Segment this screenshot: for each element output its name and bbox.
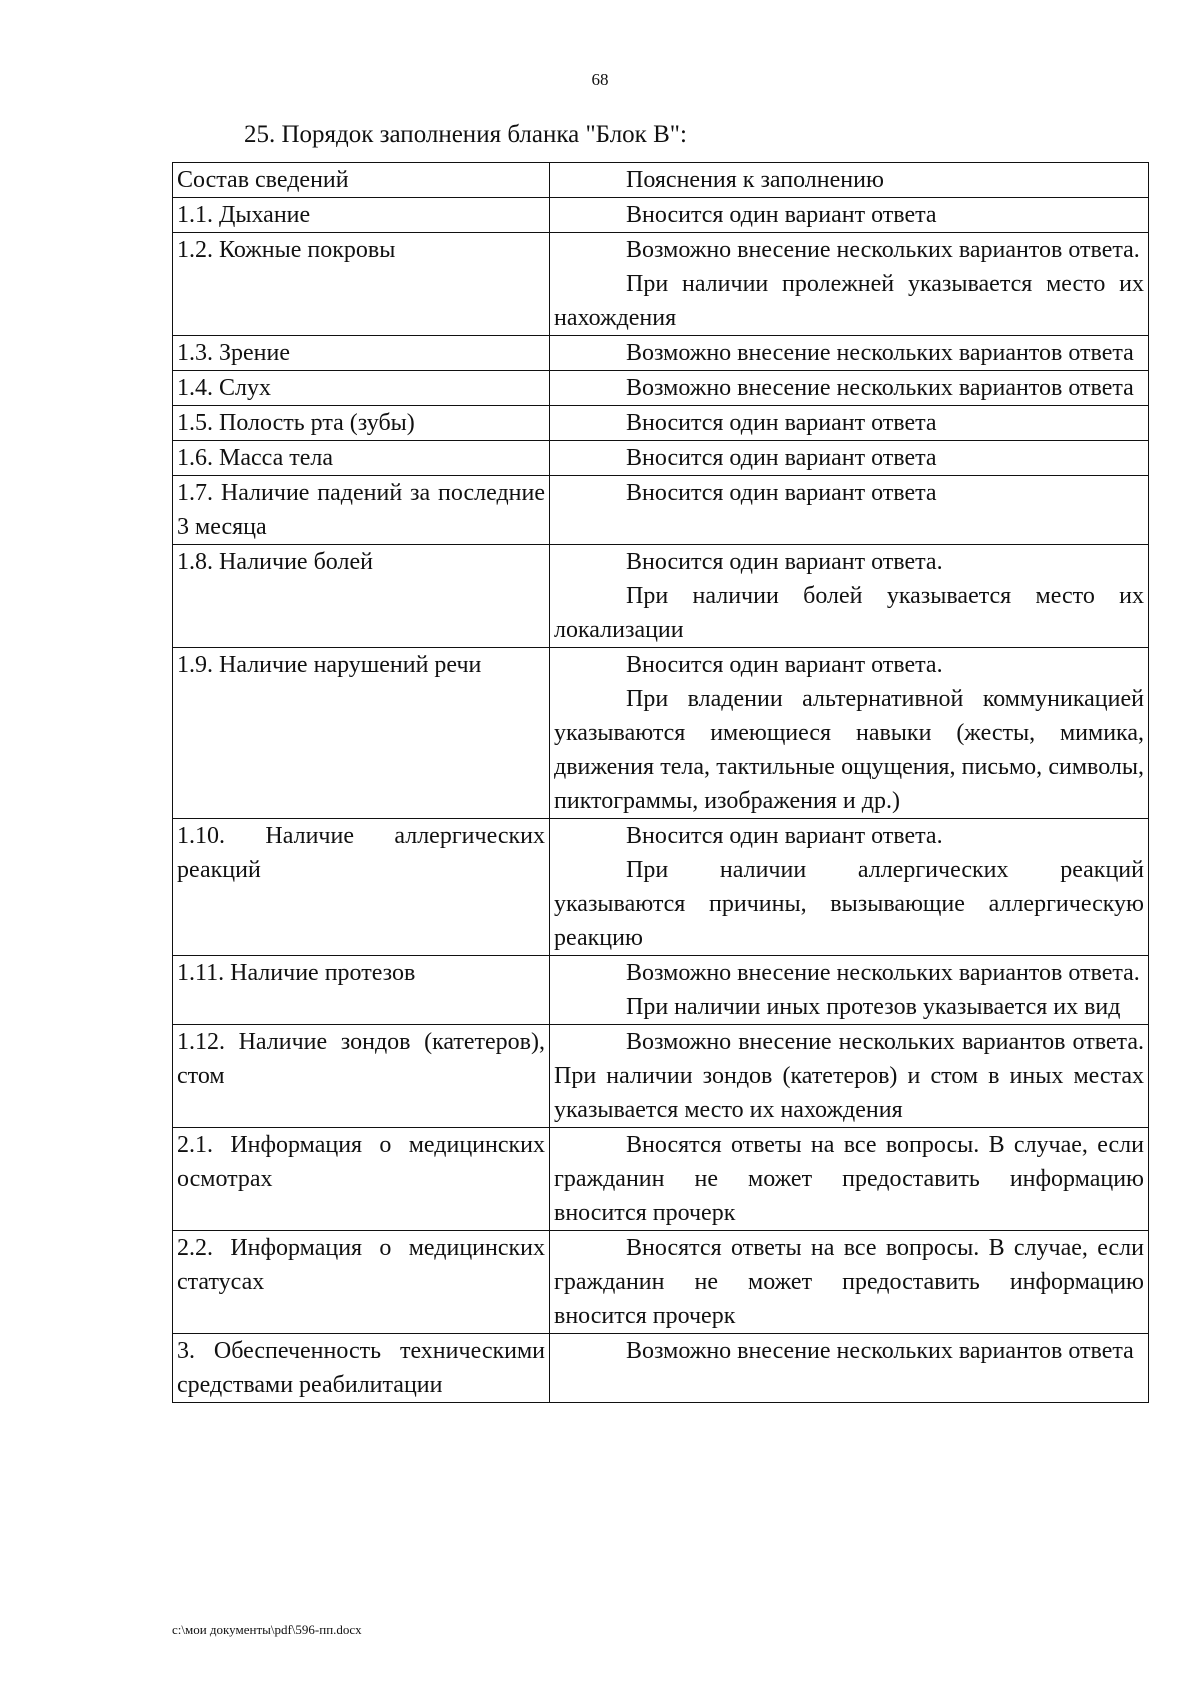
note-paragraph: Вносятся ответы на все вопросы. В случае, если гражданин не может предоставить информацию вносится прочерк: [554, 1235, 1144, 1329]
note-paragraph: Возможно внесение нескольких вариантов ответа.: [626, 960, 1140, 986]
file-path-footer: c:\мои документы\pdf\596-пп.docx: [172, 1622, 362, 1637]
item-label: 1.4. Слух: [177, 375, 271, 401]
notes-cell: [550, 648, 1149, 819]
section-heading: 25. Порядок заполнения бланка "Блок В":: [244, 121, 687, 148]
table-row: [173, 371, 1149, 406]
note-paragraph: Вносятся ответы на все вопросы. В случае, если гражданин не может предоставить информацию вносится прочерк: [554, 1132, 1144, 1226]
table-row: [173, 819, 1149, 956]
item-label: 1.3. Зрение: [177, 340, 291, 366]
notes-cell: [550, 545, 1149, 648]
note-paragraph: Вносится один вариант ответа: [626, 480, 937, 506]
note-paragraph: При наличии пролежней указывается место их нахождения: [554, 271, 1144, 331]
table-row: [173, 406, 1149, 441]
note-paragraph: При владении альтернативной коммуникацией указываются имеющиеся навыки (жесты, мимика, движения тела, тактильные ощущения, письмо, символы, пиктограммы, изображения и др.): [554, 686, 1144, 814]
item-cell: [173, 545, 550, 648]
table-row: [173, 1128, 1149, 1231]
notes-cell: [550, 371, 1149, 406]
item-label: 2.1. Информация о медицинских осмотрах: [177, 1132, 545, 1192]
note-paragraph: При наличии болей указывается место их локализации: [554, 583, 1144, 643]
note-paragraph: Вносится один вариант ответа: [626, 445, 937, 471]
note-paragraph: Возможно внесение нескольких вариантов ответа. При наличии зондов (катетеров) и стом в иных местах указывается место их нахождения: [554, 1029, 1144, 1123]
item-label: 1.1. Дыхание: [177, 202, 311, 228]
note-paragraph: Возможно внесение нескольких вариантов ответа: [626, 340, 1134, 366]
header-label: Состав сведений: [177, 167, 349, 193]
item-cell: [173, 648, 550, 819]
note-paragraph: Вносится один вариант ответа: [626, 410, 937, 436]
notes-cell: [550, 1231, 1149, 1334]
notes-cell: [550, 1128, 1149, 1231]
table-row: [173, 648, 1149, 819]
item-label: 3. Обеспеченность техническими средствами реабилитации: [177, 1338, 545, 1398]
table-row: [173, 441, 1149, 476]
item-cell: [173, 233, 550, 336]
item-cell: [173, 441, 550, 476]
note-paragraph: Вносится один вариант ответа.: [626, 549, 943, 575]
item-cell: [173, 1128, 550, 1231]
table-row: [173, 1025, 1149, 1128]
note-paragraph: Вносится один вариант ответа: [626, 202, 937, 228]
note-paragraph: Вносится один вариант ответа.: [626, 823, 943, 849]
note-paragraph: При наличии аллергических реакций указываются причины, вызывающие аллергическую реакцию: [554, 857, 1144, 951]
item-label: 1.10. Наличие аллергических реакций: [177, 823, 545, 883]
item-cell: [173, 406, 550, 441]
header-label: Пояснения к заполнению: [626, 167, 884, 193]
notes-cell: [550, 198, 1149, 233]
table-header-row: [173, 163, 1149, 198]
table-row: [173, 956, 1149, 1025]
item-cell: [173, 198, 550, 233]
notes-cell: [550, 233, 1149, 336]
table-row: [173, 198, 1149, 233]
item-label: 1.7. Наличие падений за последние 3 месяца: [177, 480, 545, 540]
note-paragraph: Вносится один вариант ответа.: [626, 652, 943, 678]
page-number: 68: [591, 70, 609, 89]
fill-instructions-table: [172, 162, 1149, 1403]
notes-cell: [550, 441, 1149, 476]
item-cell: [173, 1334, 550, 1403]
notes-cell: [550, 1334, 1149, 1403]
item-label: 1.11. Наличие протезов: [177, 960, 416, 986]
item-cell: [173, 819, 550, 956]
notes-cell: [550, 1025, 1149, 1128]
table-row: [173, 1231, 1149, 1334]
header-cell-composition: [173, 163, 550, 198]
item-label: 1.2. Кожные покровы: [177, 237, 396, 263]
table-row: [173, 1334, 1149, 1403]
notes-cell: [550, 819, 1149, 956]
item-label: 1.9. Наличие нарушений речи: [177, 652, 482, 678]
notes-cell: [550, 336, 1149, 371]
item-cell: [173, 476, 550, 545]
item-cell: [173, 956, 550, 1025]
header-cell-notes: [550, 163, 1149, 198]
table-row: [173, 336, 1149, 371]
item-label: 1.12. Наличие зондов (катетеров), стом: [177, 1029, 545, 1089]
note-paragraph: Возможно внесение нескольких вариантов ответа: [626, 1338, 1134, 1364]
item-label: 1.8. Наличие болей: [177, 549, 373, 575]
notes-cell: [550, 476, 1149, 545]
note-paragraph: При наличии иных протезов указывается их вид: [626, 994, 1121, 1020]
item-label: 1.6. Масса тела: [177, 445, 334, 471]
item-label: 2.2. Информация о медицинских статусах: [177, 1235, 545, 1295]
note-paragraph: Возможно внесение нескольких вариантов ответа.: [626, 237, 1140, 263]
note-paragraph: Возможно внесение нескольких вариантов ответа: [626, 375, 1134, 401]
notes-cell: [550, 956, 1149, 1025]
item-cell: [173, 371, 550, 406]
table-row: [173, 545, 1149, 648]
item-cell: [173, 336, 550, 371]
item-cell: [173, 1231, 550, 1334]
table-row: [173, 233, 1149, 336]
table-row: [173, 476, 1149, 545]
item-cell: [173, 1025, 550, 1128]
notes-cell: [550, 406, 1149, 441]
item-label: 1.5. Полость рта (зубы): [177, 410, 415, 436]
